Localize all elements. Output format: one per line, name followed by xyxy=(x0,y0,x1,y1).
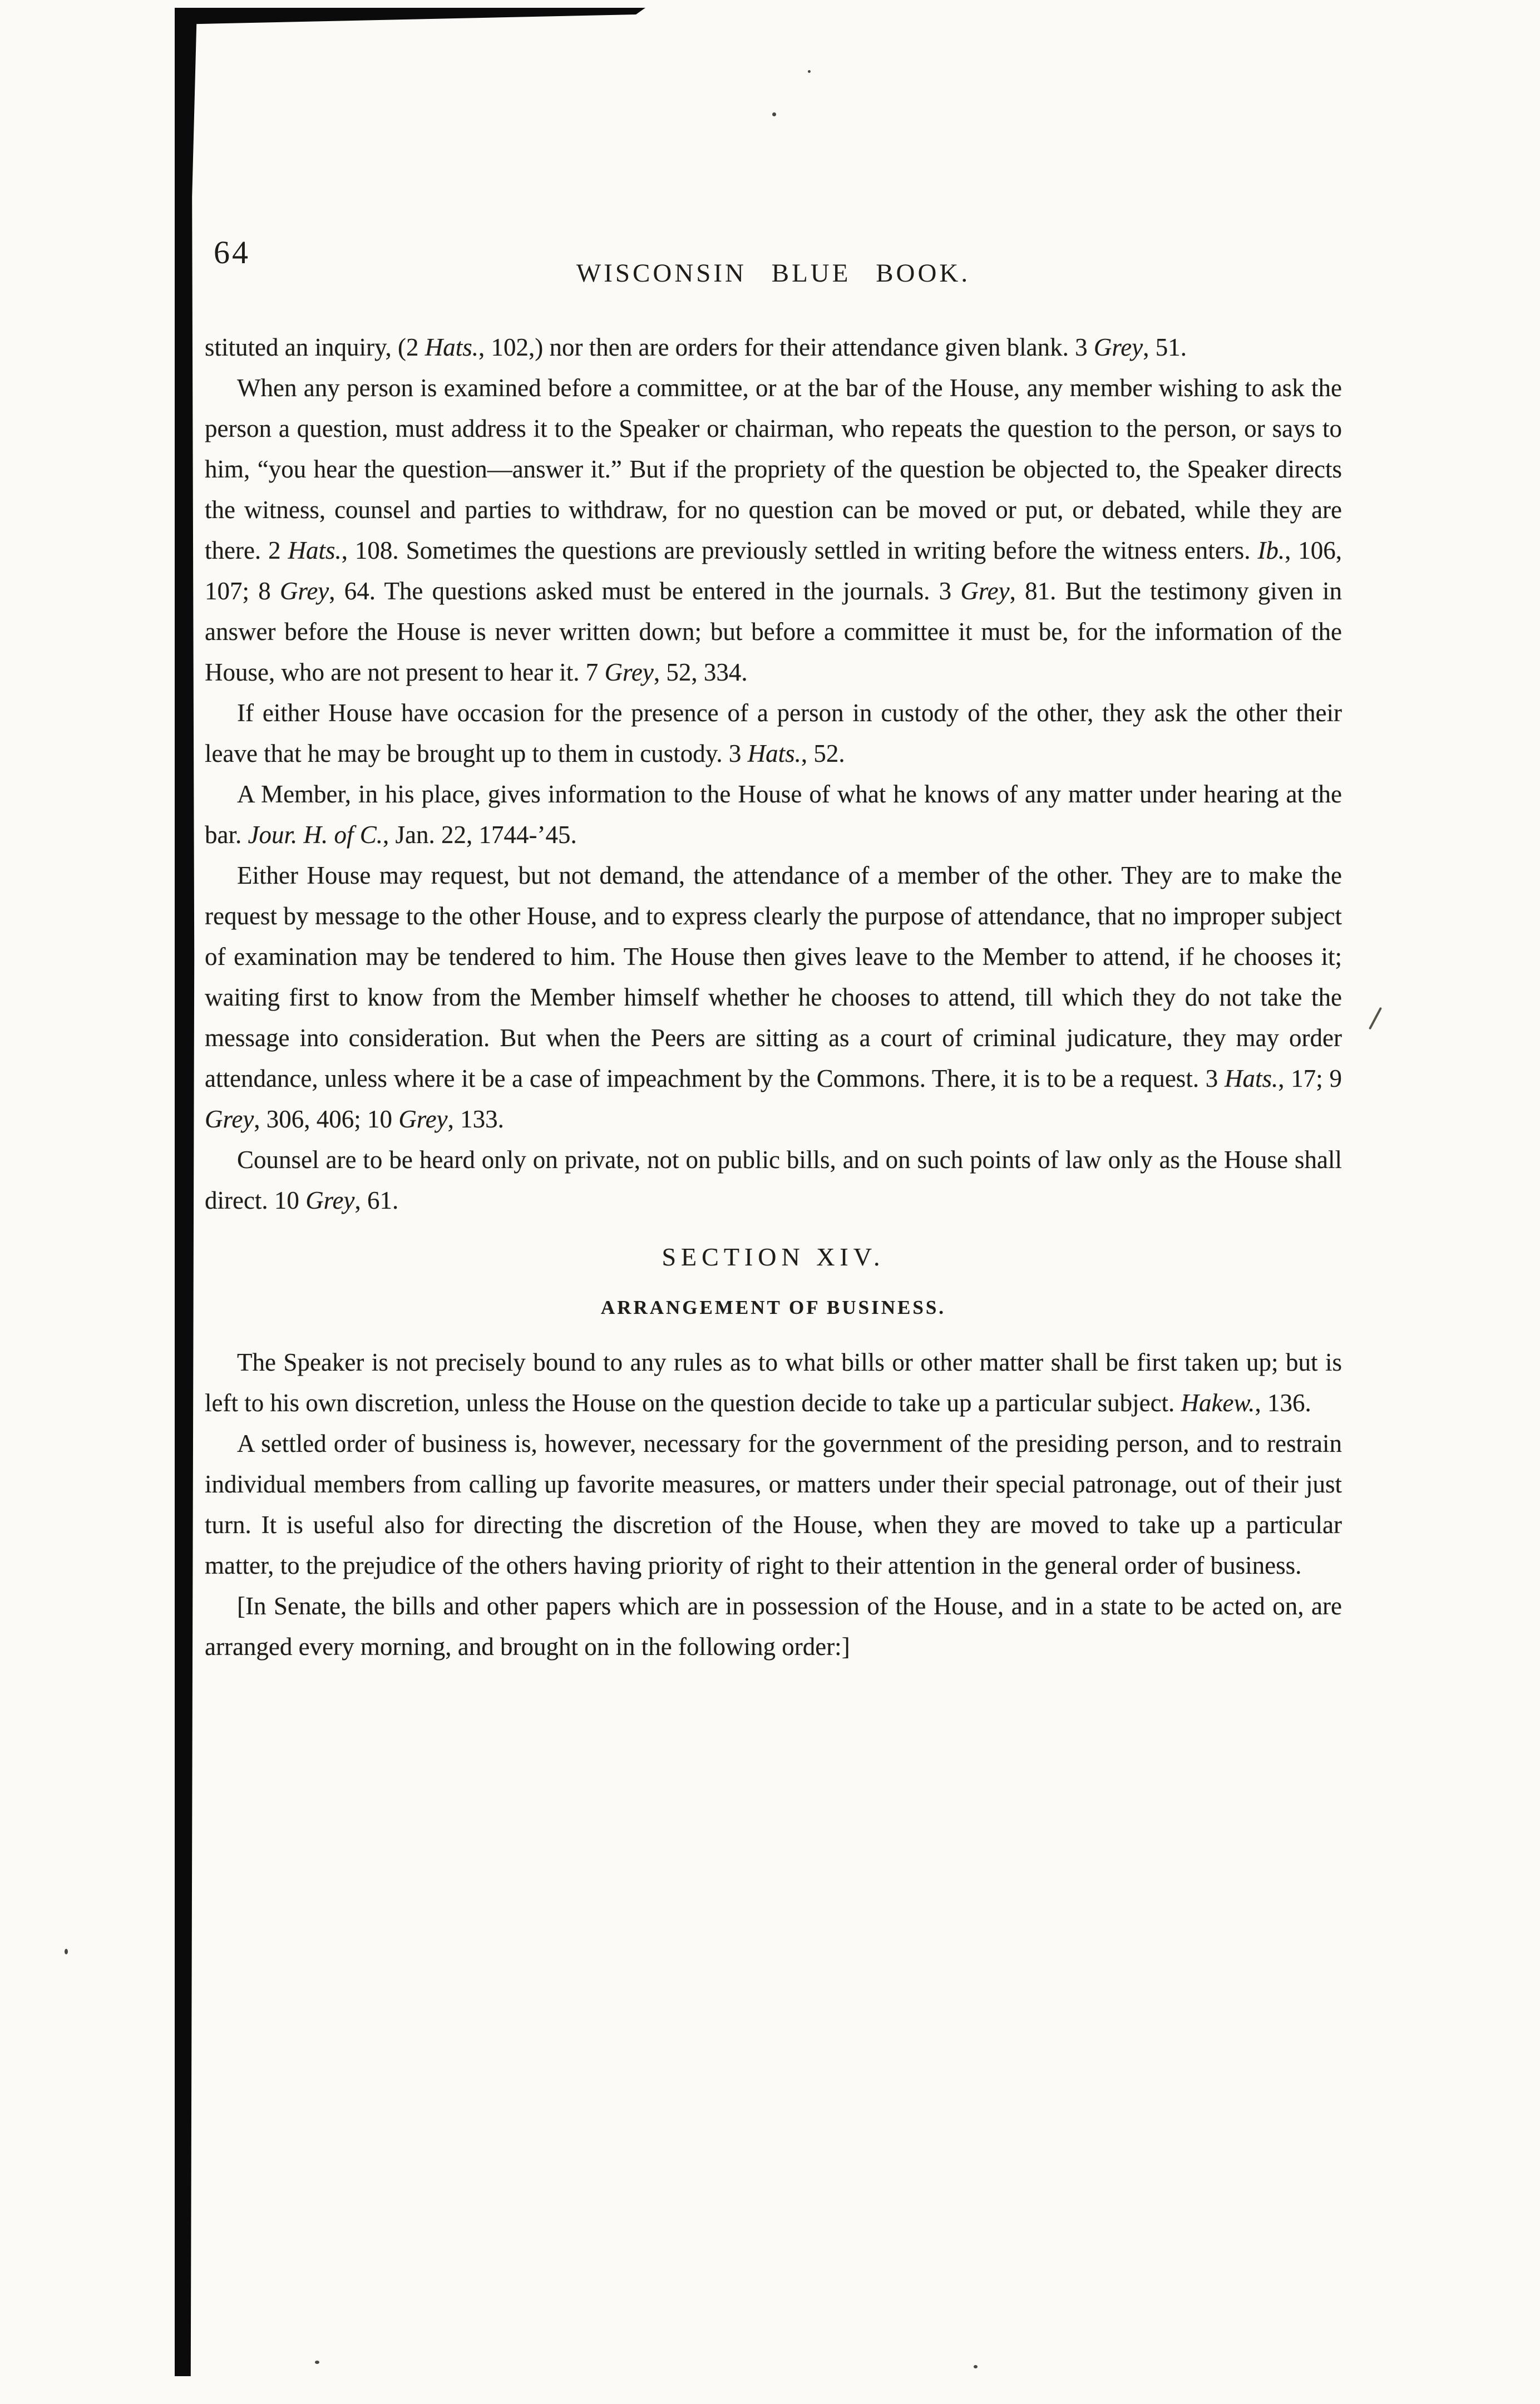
scan-artifact-top-edge xyxy=(175,8,645,24)
scan-speck xyxy=(772,112,776,116)
page-content xyxy=(205,234,1342,1667)
paragraph: A settled order of business is, however, necessary for the government of the presiding person, and to restrain individual members from calling up favorite measures, or matters under their special patronage, out of their just turn. It is useful also for directing the discretion of the House, when they are moved to take up a particular matter, to the prejudice of the others having priority of right to their attention in the general order of business. xyxy=(205,1430,1342,1579)
paragraph: A Member, in his place, gives information to the House of what he knows of any matter under hearing at the bar. Jour. H. of C., Jan. 22, 1744-’45. xyxy=(205,780,1342,849)
scan-speck xyxy=(65,1949,68,1954)
paragraph: stituted an inquiry, (2 Hats., 102,) nor then are orders for their attendance given blank. 3 Grey, 51. xyxy=(205,333,1187,361)
page-number: 64 xyxy=(214,234,250,270)
paragraph: If either House have occasion for the presence of a person in custody of the other, they ask the other their leave that he may be brought up to them in custody. 3 Hats., 52. xyxy=(205,699,1342,767)
paragraph: The Speaker is not precisely bound to any rules as to what bills or other matter shall be first taken up; but is left to his own discretion, unless the House on the question decide to take up a particular subject. Hakew., 136. xyxy=(205,1348,1342,1417)
scan-speck xyxy=(315,2361,319,2364)
scan-artifact-left-edge xyxy=(175,8,197,2376)
paragraph: When any person is examined before a committee, or at the bar of the House, any member wishing to ask the person a question, must address it to the Speaker or chairman, who repeats the question to the person, or says to him, “you hear the question—answer it.” But if the propriety of the question be objected to, the Speaker directs the witness, counsel and parties to withdraw, for no question can be moved or put, or debated, while they are there. 2 Hats., 108. Sometimes the questions are previously settled in writing before the witness enters. Ib., 106, 107; 8 Grey, 64. The questions asked must be entered in the journals. 3 Grey, 81. But the testimony given in answer before the House is never written down; but before a committee it must be, for the information of the House, who are not present to hear it. 7 Grey, 52, 334. xyxy=(205,374,1342,686)
paragraph: Counsel are to be heard only on private, not on public bills, and on such points of law only as the House shall direct. 10 Grey, 61. xyxy=(205,1146,1342,1214)
scan-speck xyxy=(974,2365,978,2368)
scan-slash-mark xyxy=(1369,1007,1382,1030)
paragraph: [In Senate, the bills and other papers which are in possession of the House, and in a state to be acted on, are arranged every morning, and brought on in the following order:] xyxy=(205,1592,1342,1661)
running-title: WISCONSIN BLUE BOOK. xyxy=(576,259,971,288)
page-body xyxy=(205,327,1342,1667)
paragraph: Either House may request, but not demand, the attendance of a member of the other. They are to make the request by message to the other House, and to express clearly the purpose of attendance, that no improper subject of examination may be tendered to him. The House then gives leave to the Member to attend, if he chooses it; waiting first to know from the Member himself whether he chooses to attend, till which they do not take the message into consideration. But when the Peers are sitting as a court of criminal judicature, they may order attendance, unless where it be a case of impeachment by the Commons. There, it is to be a request. 3 Hats., 17; 9 Grey, 306, 406; 10 Grey, 133. xyxy=(205,861,1342,1133)
page-header xyxy=(205,234,1342,327)
subsection-heading: ARRANGEMENT OF BUSINESS. xyxy=(600,1297,946,1318)
scan-speck xyxy=(808,70,811,73)
section-heading: SECTION XIV. xyxy=(662,1243,885,1271)
